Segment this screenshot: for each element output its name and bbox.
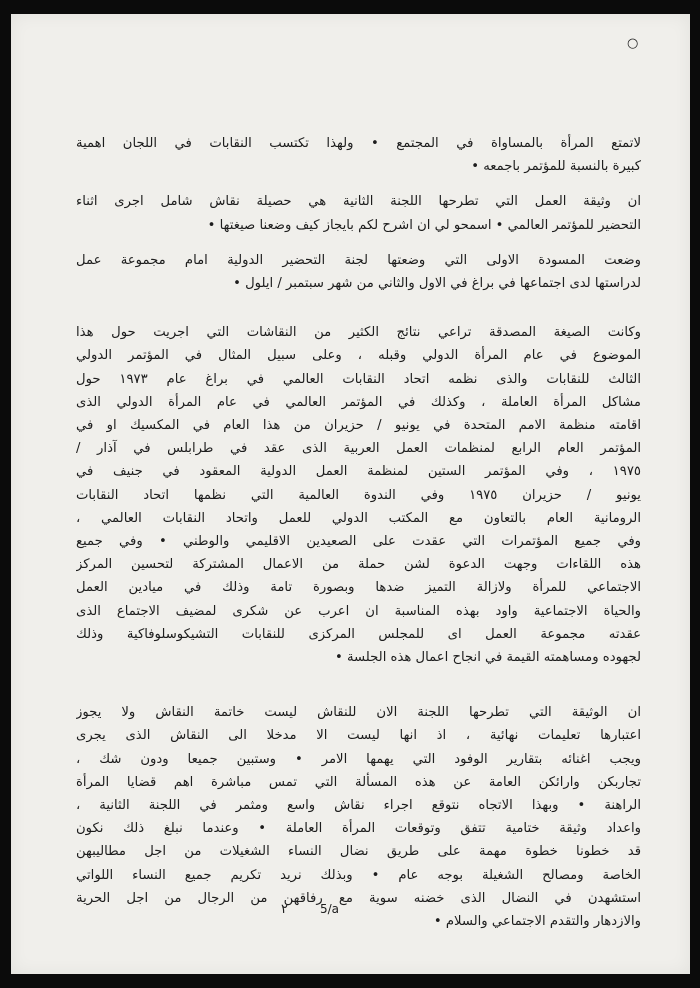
text-line: اقامته منظمة الامم المتحدة في يونيو / حزيران من هذا العام في المكسيك او في <box>76 418 641 434</box>
punch-hole-mark: ○ <box>627 36 639 51</box>
text-line: كبيرة بالنسبة للمؤتمر باجمعه • <box>471 159 641 175</box>
text-line: مشاكل المرأة العاملة ، وكذلك في المؤتمر العالمي في عام المرأة الدولي الذى <box>76 394 641 410</box>
document-reference: 5/a <box>320 902 340 916</box>
text-line: لاتمتع المرأة بالمساواة في المجتمع • ولهذا تكتسب النقابات في اللجان اهمية <box>76 136 641 151</box>
text-line: وضعت المسودة الاولى التي وضعتها لجنة التحضير الدولية امام مجموعة عمل <box>76 252 641 268</box>
text-line: الخاصة ومصالح الشغيلة بوجه عام • وبذلك نريد تكريم جميع النساء اللواتي <box>76 867 641 883</box>
text-line: الاجتماعي للمرأة ولازالة التميز ضدها وبصورة تامة وذلك في ميادين العمل <box>76 580 641 596</box>
paragraph-2 <box>76 190 641 236</box>
document-body <box>76 132 641 933</box>
text-line: الرومانية العام بالتعاون مع المكتب الدولي للعمل واتحاد النقابات العالمي ، <box>76 510 641 526</box>
text-line: ١٩٧٥ ، وفي المؤتمر الستين لمنظمة العمل الدولية المعقود في جنيف في <box>76 464 641 480</box>
text-line: التحضير للمؤتمر العالمي • اسمحو لي ان اشرح لكم بايجاز كيف وضعنا صيغتها • <box>207 217 641 233</box>
text-line: الموضوع في عام المرأة الدولي وقبله ، وعلى سبيل المثال في المؤتمر الدولي <box>76 348 641 364</box>
text-line: والحياة الاجتماعية واود بهذه المناسبة ان اعرب عن شكرى لمضيف الاجتماع الذى <box>76 603 641 619</box>
text-line: يونيو / حزيران ١٩٧٥ وفي الندوة العالمية التي نظمها اتحاد النقابات <box>76 487 641 503</box>
text-line: الراهنة • وبهذا الاتجاه نتوقع اجراء نقاش واسع ومثمر في اللجنة الثانية ، <box>76 798 641 814</box>
text-line: عقدته مجموعة العمل اى للمجلس المركزى للنقابات التشيكوسلوفاكية وذلك <box>76 626 641 642</box>
text-line: وفي جميع المؤتمرات التي عقدت على الصعيدين الاقليمي والوطني • وفي جميع <box>76 534 641 550</box>
text-line: واعداد وثيقة ختامية تتفق وتوقعات المرأة العاملة • وعندما نبلغ ذلك نكون <box>76 821 641 837</box>
text-line: قد خطونا خطوة مهمة على طريق نضال النساء الشغيلات من اجل مطاليبهن <box>76 844 641 860</box>
text-line: ويجب اغنائه بتقارير الوفود التي يهمها الامر • وستبين جميعا ودون شك ، <box>76 751 641 767</box>
text-line: لجهوده ومساهمته القيمة في انجاح اعمال هذه الجلسة • <box>335 650 641 666</box>
text-line: ان وثيقة العمل التي تطرحها اللجنة الثانية هي حصيلة نقاش شامل اجرى اثناء <box>76 194 641 210</box>
text-line: وكانت الصيغة المصدقة تراعي نتائج الكثير من النقاشات التي اجريت حول هذا <box>76 325 641 341</box>
text-line: اعتبارها تعليمات نهائية ، اذ انها ليست الا مدخلا الى النقاش الذى يجرى <box>76 728 641 744</box>
page-number: ٢ <box>281 902 288 917</box>
text-line: المؤتمر العام الرابع لمنظمات العمل العربية الذى عقد في طرابلس في آذار / <box>76 441 641 457</box>
paragraph-3 <box>76 249 641 295</box>
text-line: لدراستها لدى اجتماعها في براغ في الاول والثاني من شهر سبتمبر / ايلول • <box>233 276 641 292</box>
text-line: والازدهار والتقدم الاجتماعي والسلام • <box>433 914 641 930</box>
paragraph-1 <box>76 132 641 178</box>
text-line: هذه اللقاءات وجهت الدعوة لشن حملة من الاعمال المشتركة لتحسين المركز <box>76 557 641 573</box>
text-line: الثالث للنقابات والذى نظمه اتحاد النقابات العالمي في براغ عام ١٩٧٣ حول <box>76 371 641 387</box>
paragraph-4 <box>76 321 641 669</box>
paragraph-5 <box>76 701 641 933</box>
document-page <box>11 14 690 974</box>
text-line: تجاربكن وارائكن العامة عن هذه المسألة التي تمس مباشرة اهم قضايا المرأة <box>76 774 641 790</box>
text-line: ان الوثيقة التي تطرحها اللجنة الان للنقاش ليست خاتمة النقاش ولا يجوز <box>76 705 641 721</box>
text-line: استشهدن في النضال الذى خضنه سوية مع رفاقهن من الرجال من اجل الحرية <box>76 890 641 906</box>
